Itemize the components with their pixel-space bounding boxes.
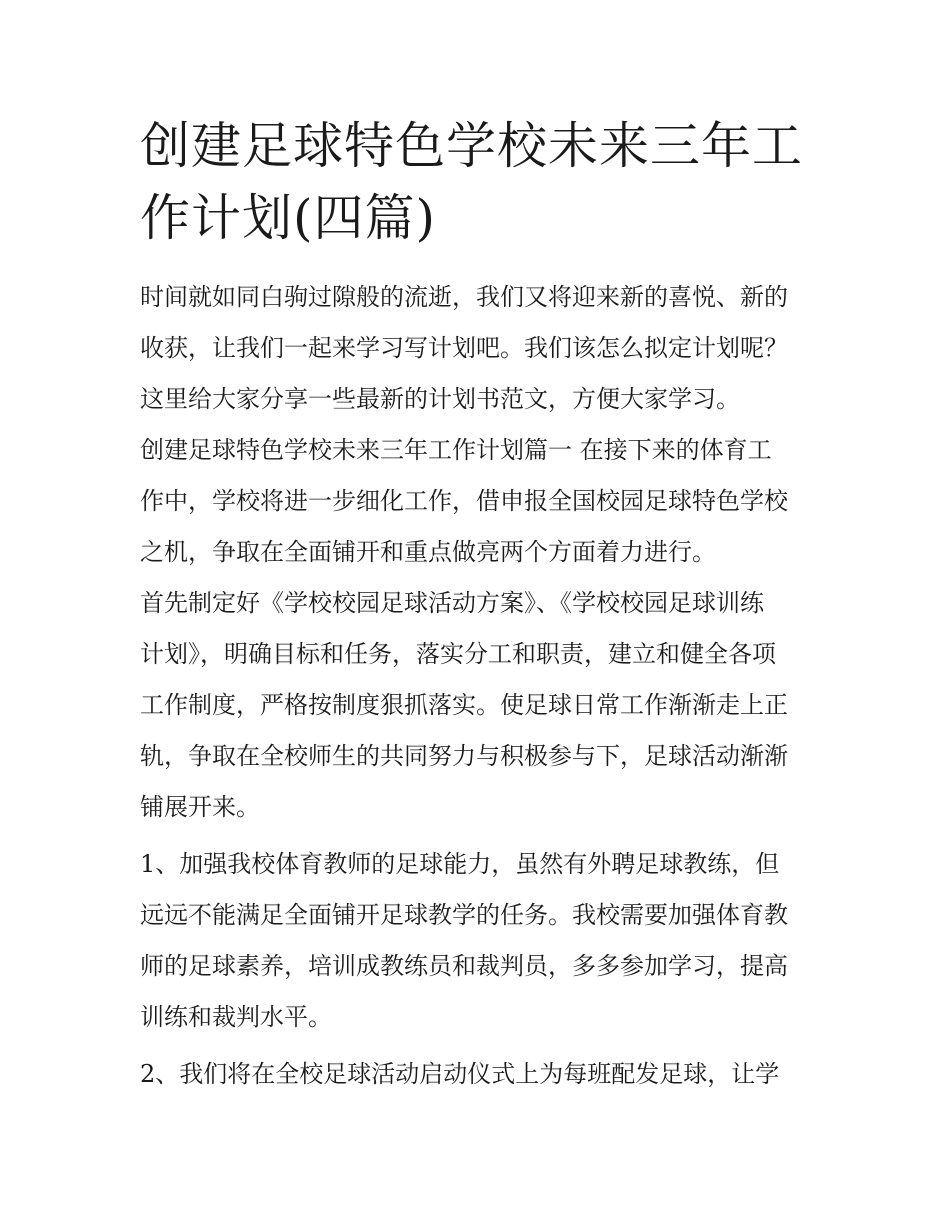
text-line: 之机，争取在全面铺开和重点做亮两个方面着力进行。 <box>140 538 716 566</box>
intro-paragraph <box>140 272 820 425</box>
text-line: 1、加强我校体育教师的足球能力，虽然有外聘足球教练，但 <box>140 850 780 878</box>
document-body <box>140 110 820 1100</box>
text-line: 轨，争取在全校师生的共同努力与积极参与下，足球活动渐渐 <box>140 742 788 770</box>
text-line: 收获，让我们一起来学习写计划吧。我们该怎么拟定计划呢？ <box>140 334 788 362</box>
item-two-paragraph <box>140 1049 820 1100</box>
text-line: 训练和裁判水平。 <box>140 1003 332 1031</box>
text-line: 时间就如同白驹过隙般的流逝，我们又将迎来新的喜悦、新的 <box>140 283 788 311</box>
plan-paragraph <box>140 578 820 833</box>
title-line: 创建足球特色学校未来三年工 <box>140 117 803 175</box>
document-title <box>140 110 820 254</box>
text-line: 创建足球特色学校未来三年工作计划篇一 在接下来的体育工 <box>140 436 772 464</box>
text-line: 师的足球素养，培训成教练员和裁判员，多多参加学习，提高 <box>140 952 788 980</box>
text-line: 远远不能满足全面铺开足球教学的任务。我校需要加强体育教 <box>140 901 788 929</box>
text-line: 首先制定好《学校校园足球活动方案》、《学校校园足球训练 <box>140 589 764 617</box>
text-line: 2、我们将在全校足球活动启动仪式上为每班配发足球，让学 <box>140 1060 780 1088</box>
text-line: 作中，学校将进一步细化工作，借申报全国校园足球特色学校 <box>140 487 788 515</box>
text-line: 工作制度，严格按制度狠抓落实。使足球日常工作渐渐走上正 <box>140 691 788 719</box>
section-one-paragraph <box>140 425 820 578</box>
text-line: 计划》，明确目标和任务，落实分工和职责，建立和健全各项 <box>140 640 776 668</box>
item-one-paragraph <box>140 839 820 1043</box>
text-line: 这里给大家分享一些最新的计划书范文，方便大家学习。 <box>140 385 740 413</box>
title-line: 作计划(四篇) <box>140 189 437 247</box>
text-line: 铺展开来。 <box>140 793 260 821</box>
